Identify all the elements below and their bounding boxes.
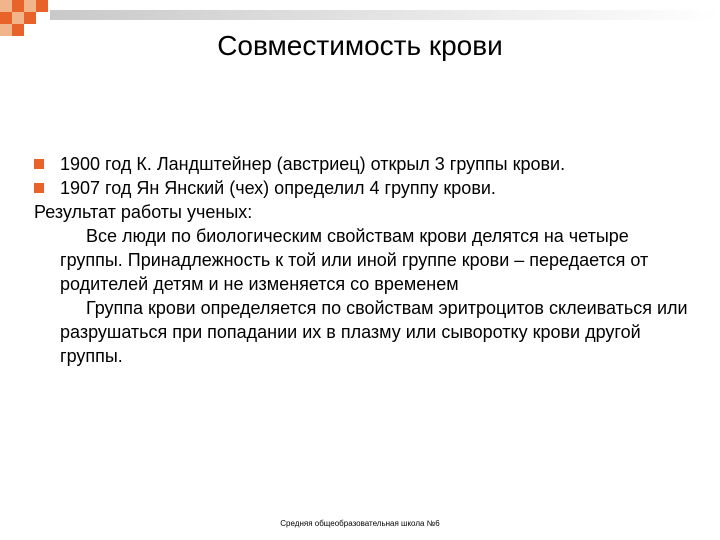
bullet-item bbox=[34, 176, 694, 200]
bullet-item bbox=[34, 152, 694, 176]
slide-title: Совместимость крови bbox=[217, 30, 503, 61]
bullet-text: 1907 год Ян Янский (чех) определил 4 группу крови. bbox=[60, 178, 496, 198]
paragraph-block bbox=[34, 296, 694, 368]
header-gradient-bar bbox=[50, 10, 720, 20]
slide-content bbox=[34, 152, 694, 368]
bullet-text: 1900 год К. Ландштейнер (австриец) открыл 3 группы крови. bbox=[60, 154, 566, 174]
square-bullet-icon bbox=[34, 183, 44, 193]
square-bullet-icon bbox=[34, 159, 44, 169]
paragraph-block bbox=[34, 224, 694, 296]
slide-footer: Средняя общеобразовательная школа №6 bbox=[280, 519, 440, 528]
result-heading: Результат работы ученых: bbox=[34, 202, 253, 222]
paragraph-1: Все люди по биологическим свойствам крови делятся на четыре группы. Принадлежность к той или иной группе крови – передается от родителей детям и не изменяется со временем bbox=[60, 226, 649, 294]
paragraph-2: Группа крови определяется по свойствам эритроцитов склеиваться или разрушаться при попадании их в плазму или сыворотку крови другой группы. bbox=[60, 298, 688, 366]
